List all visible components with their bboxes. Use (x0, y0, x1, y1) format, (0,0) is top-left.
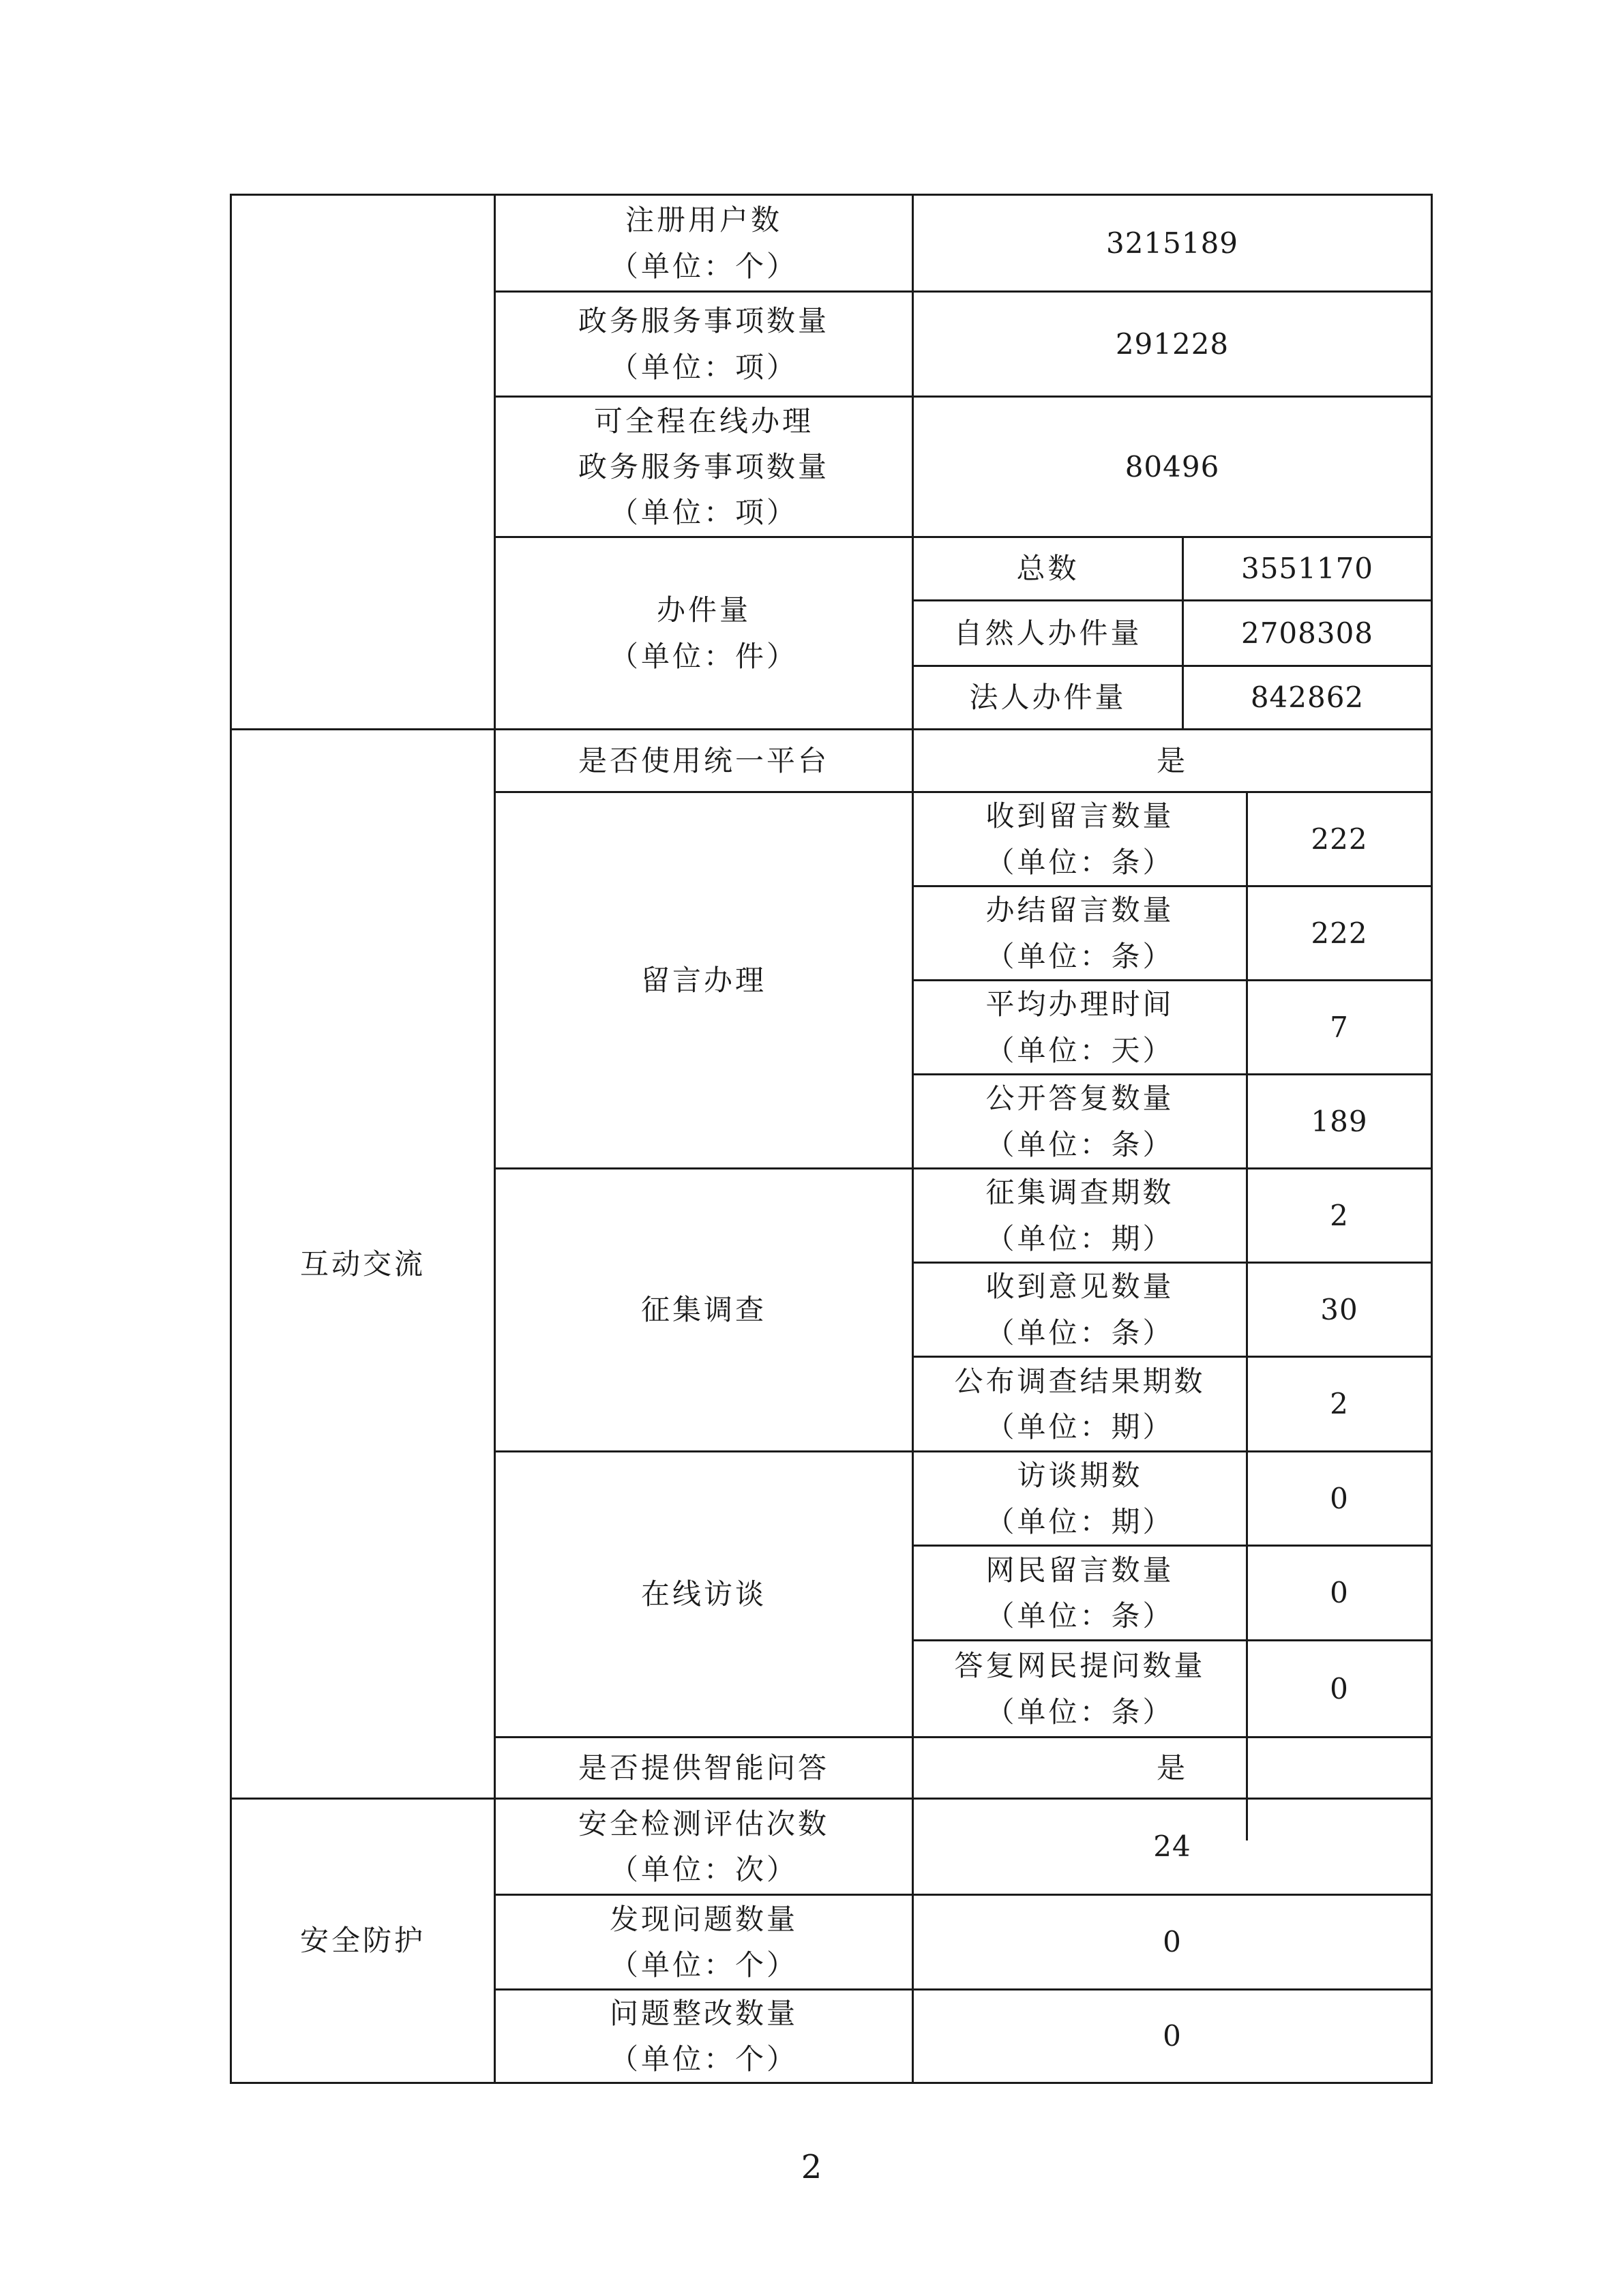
label-text: 政务服务事项数量 (578, 304, 829, 338)
messages-public-replies-value: 189 (1311, 1104, 1368, 1138)
interview-netizen-messages-value: 0 (1330, 1576, 1349, 1610)
handling-natural-person-value: 2708308 (1240, 616, 1374, 650)
unit-text: （单位：次） (609, 1853, 798, 1886)
unit-text: （单位：天） (985, 1033, 1174, 1067)
label-text: 平均办理时间 (985, 987, 1174, 1022)
survey-opinions-label (914, 1264, 1246, 1356)
handling-total-label: 总数 (1016, 552, 1079, 586)
messages-closed-label (914, 887, 1246, 979)
unit-text: （单位：个） (609, 2042, 798, 2076)
security-section-label: 安全防护 (299, 1924, 426, 1958)
survey-label: 征集调查 (640, 1293, 766, 1327)
interview-netizen-messages-label (914, 1547, 1246, 1639)
unit-text: （单位：条） (985, 1127, 1174, 1161)
interview-periods-label (914, 1452, 1246, 1545)
table-border-right (1431, 194, 1433, 2084)
label-text: 公开答复数量 (985, 1082, 1174, 1116)
unit-text: （单位：条） (985, 1315, 1174, 1350)
label-text: 收到留言数量 (985, 799, 1174, 833)
messages-received-value: 222 (1311, 822, 1368, 856)
label-text: 答复网民提问数量 (954, 1649, 1206, 1683)
page-number: 2 (801, 2148, 822, 2186)
online-items-value: 80496 (1125, 449, 1220, 483)
service-items-label (496, 293, 912, 396)
unit-text: （单位：期） (985, 1504, 1174, 1538)
label-text: 公布调查结果期数 (954, 1364, 1206, 1398)
handling-legal-person-value: 842862 (1250, 681, 1365, 715)
registered-users-value: 3215189 (1105, 226, 1239, 260)
label-text: 安全检测评估次数 (578, 1806, 829, 1840)
label-text: 政务服务事项数量 (578, 449, 829, 483)
label-text: 征集调查期数 (985, 1176, 1174, 1210)
unit-text: （单位：条） (985, 1695, 1174, 1729)
label-text: 注册用户数 (625, 203, 782, 237)
unified-platform-label: 是否使用统一平台 (578, 743, 829, 777)
security-issues-fixed-label (496, 1991, 912, 2082)
unit-text: （单位：个） (609, 249, 798, 283)
handling-natural-person-label: 自然人办件量 (953, 616, 1142, 650)
messages-closed-value: 222 (1311, 916, 1368, 950)
interview-replies-value: 0 (1330, 1671, 1349, 1705)
security-assessments-value: 24 (1153, 1830, 1191, 1864)
security-issues-fixed-value: 0 (1163, 2019, 1182, 2053)
interview-replies-label (914, 1641, 1246, 1736)
interview-label: 在线访谈 (640, 1577, 766, 1611)
messages-received-label (914, 793, 1246, 885)
handling-legal-person-label: 法人办件量 (969, 681, 1127, 715)
interaction-section-label: 互动交流 (299, 1247, 426, 1281)
security-issues-found-label (496, 1896, 912, 1988)
label-text: 可全程在线办理 (593, 404, 814, 438)
survey-opinions-value: 30 (1320, 1292, 1358, 1326)
label-text: 网民留言数量 (985, 1553, 1174, 1587)
unit-text: （单位：件） (609, 639, 798, 673)
smart-qa-label: 是否提供智能问答 (578, 1750, 829, 1785)
messages-avg-time-label (914, 981, 1246, 1073)
survey-results-value: 2 (1330, 1387, 1349, 1421)
service-items-value: 291228 (1115, 327, 1230, 361)
handling-total-value: 3551170 (1240, 552, 1374, 586)
unified-platform-value: 是 (1156, 743, 1188, 777)
messages-public-replies-label (914, 1075, 1246, 1167)
unit-text: （单位：个） (609, 1948, 798, 1982)
survey-results-label (914, 1358, 1246, 1450)
unit-text: （单位：期） (985, 1410, 1174, 1444)
statistics-table (230, 194, 1433, 2084)
interview-periods-value: 0 (1330, 1481, 1349, 1515)
messages-avg-time-value: 7 (1330, 1010, 1349, 1044)
unit-text: （单位：期） (985, 1221, 1174, 1255)
security-assessments-label (496, 1800, 912, 1894)
label-text: 收到意见数量 (985, 1270, 1174, 1304)
security-issues-found-value: 0 (1163, 1925, 1182, 1959)
unit-text: （单位：项） (609, 496, 798, 530)
survey-periods-value: 2 (1330, 1198, 1349, 1232)
label-text: 访谈期数 (1017, 1459, 1143, 1493)
label-text: 办件量 (656, 593, 751, 627)
unit-text: （单位：条） (985, 939, 1174, 973)
table-border-bottom (230, 2082, 1433, 2084)
label-text: 发现问题数量 (609, 1902, 798, 1936)
online-items-label (496, 398, 912, 536)
smart-qa-value: 是 (1156, 1750, 1188, 1785)
messages-label: 留言办理 (640, 963, 766, 997)
survey-periods-label (914, 1169, 1246, 1262)
label-text: 办结留言数量 (985, 893, 1174, 927)
registered-users-label (496, 196, 912, 290)
label-text: 问题整改数量 (609, 1996, 798, 2030)
unit-text: （单位：条） (985, 845, 1174, 879)
unit-text: （单位：条） (985, 1599, 1174, 1632)
handling-label (496, 538, 912, 728)
unit-text: （单位：项） (609, 350, 798, 384)
